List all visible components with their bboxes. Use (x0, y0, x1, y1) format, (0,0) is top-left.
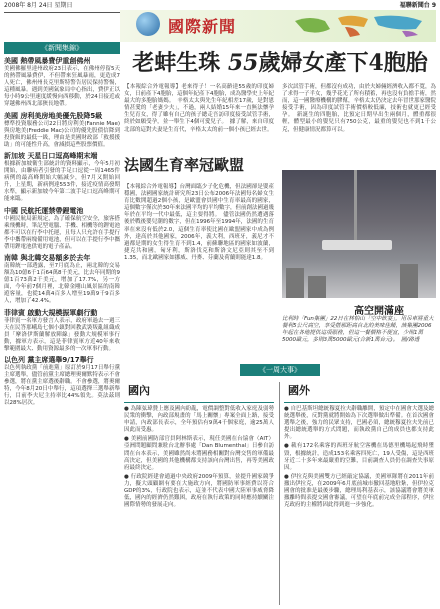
brief-item (4, 356, 120, 408)
brief-headline: 美國 房利美房地美優先股降5級 (4, 111, 103, 120)
section-banner (120, 10, 436, 42)
domestic-item: ● 為陳弦瑋贊上應及國內紛亂，電價調整對低收入家庭及弱勢民衆的衝擊，內政部規畫的「馬上關懷」專案全面上路，接受申請，內政部長表示，全年預估有9萬4千個家庭，逾25萬人因此而受惠。 (124, 406, 274, 434)
domestic-column (124, 382, 274, 605)
brief-body: 中國民航局新規定，為了確保航空安全，旅客搭乘飛機時，筆記型電腦、手機、相機等的鋰電池都不可以在行李中托運，且每人只允許在手提行李中攜帶兩塊備用電池，但可以在手提行李中攜帶用鋰電池供電的電子產品。 (4, 215, 120, 250)
building (286, 268, 304, 298)
brief-item (4, 112, 120, 149)
crane-arm (354, 170, 357, 240)
issue-date: 2008年 8月 24日 星期日 (4, 2, 73, 9)
foreign-item: ● 伊拉克與美國雙方已經敲定協議，美國軍隊將在2011年前撤出伊拉克，在2009年6月底前城市撤回基地駐紮，但伊拉克國會的批准是最後步驟，總理馬利基表示，該協議將會將美軍撤離時間表提交國會審議，可望在年底前完成全部程序，伊拉克政府的主權將因此得到進一步強化。 (284, 473, 434, 509)
photo-caption: 比利時「Fun集團」22日在林柏山「空中飲宴」，用吊車將重大餐利5公尺高空，享受搭那距高自北的美味佳餚，該集團2006年起在各地提供這項服務，但這一餐價格不便宜，少則1萬5000歐元，多則3萬5000歐元(合新1萬台元)。 圖/路透 (282, 316, 434, 343)
brief-headline: 新加坡 天星日口逗高峰期末端 (4, 151, 98, 160)
lead-article-col1: 【本報綜合外電報導】老來得子！一名高齡達55歲的印度婦女，日前產下4胞胎，這個年紀產下4胞胎，成為醫學史上年紀最大的多胞胎媽媽。 辛格太太與先生年紀相差17歲，是對恩情甚愛的「老妻少夫」，不過，兩人結婚15年來一直無法懷孕生兒育女，得了雖有自己的孩子總走吾訪印度接受試管手術，終於如願受孕，並一舉生下4個可愛兒子。 據了解，來自印度北部的這對夫妻是生育代，辛格太太的前一個小孩已經去世。 (124, 84, 275, 133)
column-divider (279, 382, 280, 605)
brief-item (4, 57, 120, 109)
brief-item (4, 254, 120, 306)
brief-item (4, 152, 120, 204)
divider (124, 402, 274, 403)
second-headline: 法國生育率冠歐盟 (124, 156, 245, 174)
foreign-item: ● 自巴基斯坦總統穆夏拉夫辭職離開，預定中在國會大選及總統選舉後，反對黨就將開始為下次選舉做出準備。在首次國會選舉之後，強力的民眾支持，巴國必須，總統穆夏拉夫先前已提出總統選舉的方式問題，而執政黨自己的成員也都支持此外。 (284, 406, 434, 441)
suspended-table (322, 240, 392, 250)
building (400, 264, 418, 298)
lead-article-col2: 多次試管手術，但都沒有成功，由於夫婦倆經濟收入都不寬，為了求得一子半女，幾乎花光了所有積蓄，再也沒有負擔手術，然而，這一國醫療機構的膠幫，辛格太太仍決定去年冒世那家醫院接受手術，因為印度試管手術價格較低廉，技術也就更已經受孕。 新誕生的四胞胎，比預定日期早出生兩個月，體重都很輕，體型最小的嬰兒只有750公克，最重的嬰兒也不到1千公克，但健康情況都算可以。 (282, 84, 437, 133)
building (308, 276, 326, 298)
foreign-title: 國外 (288, 384, 310, 397)
dinner-in-sky-photo (282, 170, 436, 298)
briefs-section-label: 《新聞集錦》 (4, 42, 120, 54)
second-article: 【本報綜合外電報導】台灣面臨少子化危機，但法國卻是嬰產穩國，法國國家統計研究所23日公布2006年法國每名婦女生育比數開超過2個小孩，是歐盟會員國中生育率最高的國家，這個數字僅次於30年來法國平均的平均數字，但前創法國過幾年於在平均一代中最低，這主要得將。 儘管法國仍然遭遇落後於戰後嬰兒潮的數字，但在1996年至1994年，法國的生育率在來沒有低於2.0，這個生育率使比國在歐盟國家中成為例外，達高於其他國家，2006年，義大利，西班牙，義尼才不過都是期的女生得生育不到1.4，前蘇聯地區的國家如波蘭，捷克共和國，匈牙利，斯洛伐克和斯洛文尼亞則其至不到1.35，而北歐國家如挪威、丹麥、芬蘭及荷蘭則能達1.8。 (124, 184, 275, 261)
news-briefs-column (4, 42, 120, 605)
photo-caption-title: 高空開滿座 (354, 306, 404, 317)
foreign-column (284, 382, 434, 605)
brief-body: 以色列執政黨「前進黨」原訂於9月17日舉行黨主席選舉，儘管前黨主席總理奧爾默特表示不會參選，將在黨主席選後辭職。不會參選，將奧爾特，今年8月20日中舉行，這項選擇三選舉新舉行，目前李夫尼主持率比44%領先。莫法茲則以28%居次。 (4, 365, 120, 407)
lead-headline: 老蚌生珠 55歲婦女產下4胞胎 (132, 50, 428, 76)
brief-body: 標準投資服務公司22日將房利美(Fannie Mae)與房地美(Freddie Mac)公司的優先股債信降到投資級的最低一級，理由是美國財政部「救援援助」的可能性升高，會減損這些股票價值。 (4, 120, 120, 148)
brief-headline: 南韓 與北韓交易額多於去年 (4, 253, 91, 262)
brief-body: 根據新加坡衛生部統計的資料顯示，今年5月初開始，由聯病者引發的手足口逗從一周1465件病例的最高峰開始大幅減少，但7月又開始回升，上星期，新病例達553件，接近疫情高發期水準，顯示新加坡今年第二波手足口逗高峰期可能來臨。 (4, 160, 120, 203)
divider (284, 402, 434, 403)
brief-headline: 美國 熱帶風暴費伊重創佛州 (4, 57, 91, 65)
week-in-review (124, 364, 436, 605)
world-map-icon (290, 13, 430, 39)
brief-headline: 中國 民航托運禁帶鋰電池 (4, 206, 84, 215)
foreign-item: ● 載有172名乘客的西班牙航空客機在馬德里機場起飛時墜毀，根據統計，造成153名乘客四死亡，19人受傷，這是西班牙近二十多年來最嚴重的空難，目前調查人員仍在調查失事原因。 (284, 443, 434, 471)
brief-item (4, 309, 120, 353)
globe-icon (136, 12, 160, 36)
brief-body: 菲律賓一名軍方發言人表示，政府軍過去一週三天在民答那峨島七個小鎮對回教武裝叛亂組織成員「摩洛伊斯蘭解放陣線」發動大規模軍事行動，據軍方表示，這是菲律賓軍方近40年來收擊範圍最大、動用資源最多的一次軍事行動。 (4, 317, 120, 352)
section-page: 福聯新聞台 9 (399, 2, 436, 9)
domestic-item: ● 行政院經建會通過中央政府2009年預算，並提升國家競爭力，擬大頭顧網有要在大施政方向，將國防軍事經費以符合GDP的3%，行政院也表示，這並不代表中國大陸軍事威脅降低，國內的經濟仍然艱困，政府在執行政策的同時應持續關注國際情勢的發展走向。 (124, 473, 274, 509)
brief-body: 美國佛羅里達州政府23日表示，在佛州停留5天的熱帶風暴費伊，不但帶來狂風暴雨，更造成7人死亡，佛州州長克里斯特警告居民保持警惕，這種風暴。遇到美國氣象局中心指出，費伊正以每小時9公里速度緩慢向西移動，於24日接近或穿越佛州西北部狹長地帶。 (4, 66, 120, 108)
brief-item (4, 207, 120, 251)
brief-headline: 以色列 黨主席選舉9/17舉行 (4, 356, 94, 364)
brief-body: 南韓統一部透露，至7月底為止，兩北韓的交易額為10億6千1百64萬8千美元，比去年同期的9億1百73萬2千美元，增加了17.7%，另一方面，今年前7個月裡，北韓金剛山風景區的南韓遊客量，也從14萬4百多人增至19萬9千9百多人，增加了42.4%。 (4, 262, 120, 305)
lead-story (124, 48, 436, 364)
week-section-label: 《一周大事》 (240, 364, 320, 376)
section-title: 國際新聞 (168, 17, 237, 36)
domestic-title: 國內 (128, 384, 150, 397)
domestic-item: ● 美國前國防部官員阿林斯表示，現任美國在台協會（AIT）亞洲問題顧問兼駐台北辦事處「Dan Blumenthal」日參自訪問在台本表示，美國雖然尚未將國務相關對台灣交售的軍備最高決定，但美國的其他機構都支持該向台灣出售，再等美國政府最終決定。 (124, 436, 274, 471)
brief-headline: 菲律賓 啟動大規模振軍劇行動 (4, 308, 98, 317)
